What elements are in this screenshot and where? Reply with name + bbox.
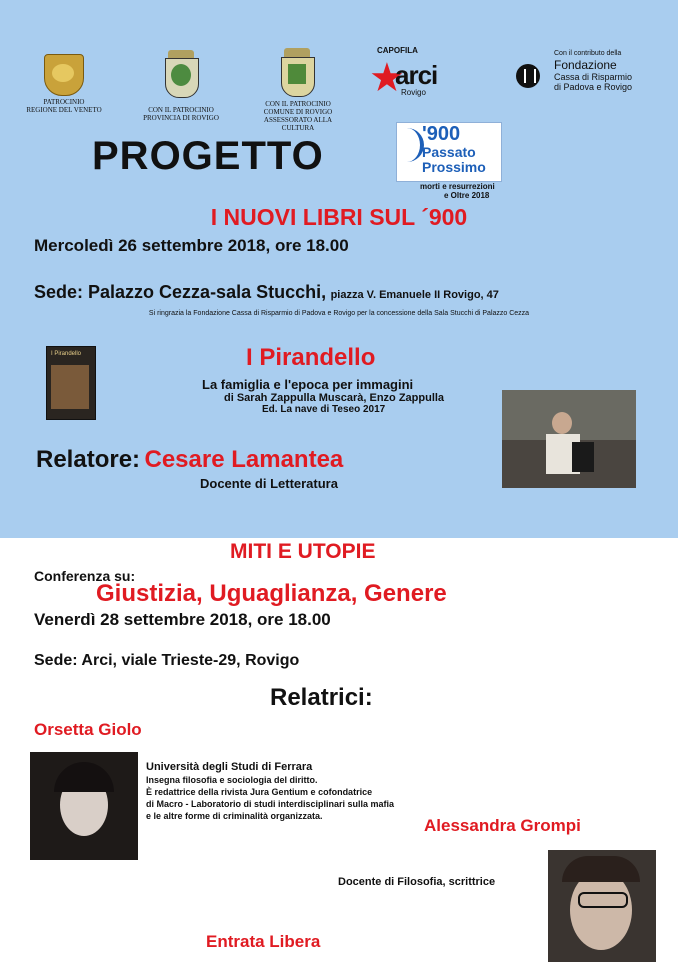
comune-rovigo-logo: [250, 48, 346, 132]
logo-900: '900: [422, 123, 461, 145]
glasses-icon: [578, 892, 628, 908]
event1-thanks: Si ringrazia la Fondazione Cassa di Risparmio di Padova e Rovigo per la concessione della Sala Stucchi di Palazzo Cezza: [148, 310, 530, 317]
book-subtitle: La famiglia e l'epoca per immagini: [202, 377, 414, 392]
relatore-photo: [502, 390, 636, 488]
event1-venue-address: piazza V. Emanuele II Rovigo, 47: [330, 289, 499, 301]
provincia-caption-2: PROVINCIA DI ROVIGO: [143, 114, 219, 122]
conf-topic: Giustizia, Uguaglianza, Genere: [96, 580, 447, 607]
capofila-label: CAPOFILA: [377, 46, 418, 55]
event2-venue: Sede: Arci, viale Trieste-29, Rovigo: [34, 652, 300, 669]
progetto-label: PROGETTO: [92, 134, 324, 178]
book-title: I Pirandello: [246, 344, 376, 371]
relatrici-label: Relatrici:: [270, 684, 373, 711]
book-cover-text: I Pirandello: [51, 351, 82, 357]
fondazione-contrib: Con il contributo della: [554, 50, 622, 57]
logo-sub2: e Oltre 2018: [444, 191, 490, 200]
event2-date: Venerdì 28 settembre 2018, ore 18.00: [34, 610, 331, 629]
event2-title: MITI E UTOPIE: [230, 540, 376, 563]
crown-icon: [168, 50, 194, 58]
logo-sub1: morti e resurrezioni: [420, 182, 495, 191]
event1-venue: [34, 282, 499, 303]
speaker1-line5: e le altre forme di criminalità organizzata.: [146, 811, 323, 821]
event1-date: Mercoledì 26 settembre 2018, ore 18.00: [34, 236, 349, 255]
speaker2-role: Docente di Filosofia, scrittrice: [338, 876, 496, 888]
logo-passato: Passato: [422, 144, 476, 160]
arci-wordmark: arci: [395, 60, 438, 90]
crown-icon: [284, 48, 310, 57]
event1-title: I NUOVI LIBRI SUL ´900: [210, 204, 468, 230]
book-authors: di Sarah Zappulla Muscarà, Enzo Zappulla: [224, 392, 445, 404]
event1-venue-main: Sede: Palazzo Cezza-sala Stucchi,: [34, 282, 327, 302]
relatore: [36, 446, 343, 474]
regione-veneto-logo: [26, 54, 102, 120]
speaker1-line4: di Macro - Laboratorio di studi interdisciplinari sulla mafia: [146, 799, 395, 809]
regione-caption-2: REGIONE DEL VENETO: [26, 106, 102, 114]
speaker2-name: Alessandra Grompi: [424, 816, 581, 835]
arci-logo: [365, 46, 445, 106]
progetto-900-logo: [396, 122, 506, 198]
fondazione-line2: Cassa di Risparmio: [554, 72, 633, 82]
fondazione-line3: di Padova e Rovigo: [554, 82, 633, 92]
speaker1-name: Orsetta Giolo: [34, 720, 142, 739]
regione-caption-1: PATROCINIO: [43, 98, 85, 106]
provincia-rovigo-logo: [138, 50, 224, 124]
relatore-name: Cesare Lamantea: [144, 446, 344, 473]
speaker1-photo: [30, 752, 138, 860]
speaker1-line1: Università degli Studi di Ferrara: [146, 761, 313, 773]
arci-city: Rovigo: [401, 88, 426, 97]
relatore-role: Docente di Letteratura: [200, 476, 338, 491]
comune-caption-3: ASSESSORATO ALLA CULTURA: [263, 116, 333, 132]
provincia-caption-1: CON IL PATROCINIO: [148, 106, 214, 114]
fondazione-logo: [510, 50, 660, 100]
comune-caption-2: COMUNE DI ROVIGO: [263, 108, 333, 116]
fondazione-name: Fondazione: [554, 58, 617, 72]
book-publisher: Ed. La nave di Teseo 2017: [262, 404, 386, 415]
comune-caption-1: CON IL PATROCINIO: [265, 100, 331, 108]
relatore-label: Relatore:: [36, 446, 141, 473]
entry-label: Entrata Libera: [206, 932, 321, 951]
red-star-icon: ★: [369, 56, 405, 100]
speaker1-line3: È redattrice della rivista Jura Gentium e cofondatrice: [146, 787, 373, 797]
speaker1-line2: Insegna filosofia e sociologia del diritto.: [146, 775, 318, 785]
speaker2-photo: [548, 850, 656, 962]
conf-label: Conferenza su:: [34, 568, 136, 584]
book-cover: [46, 346, 96, 420]
logo-prossimo: Prossimo: [422, 159, 486, 175]
